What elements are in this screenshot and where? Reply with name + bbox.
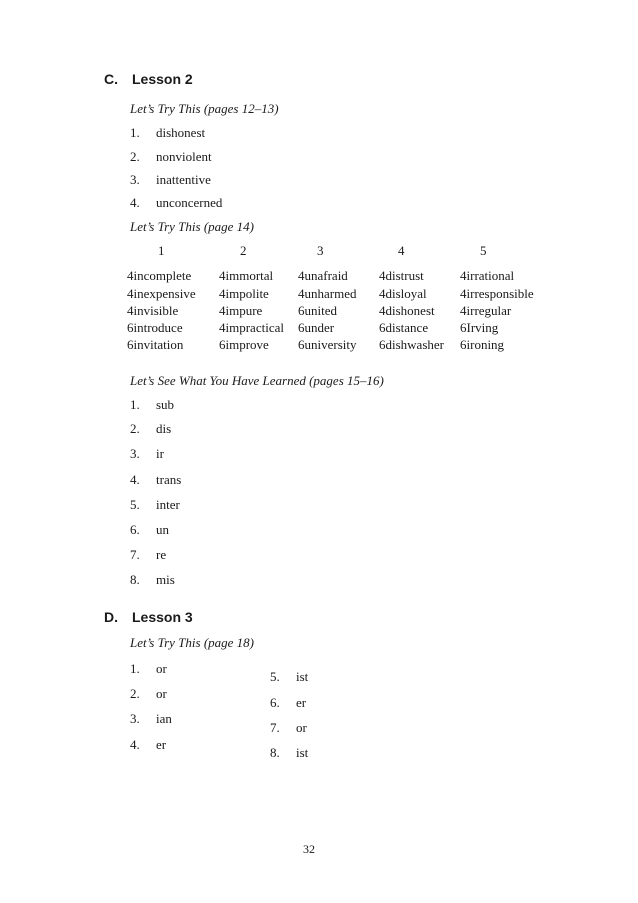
list-item: 3. ian bbox=[130, 711, 172, 726]
table-cell: 6Irving bbox=[460, 320, 499, 335]
d-part1-heading: Let’s Try This (page 18) bbox=[130, 635, 254, 650]
list-item: 7. re bbox=[130, 547, 167, 562]
table-cell: 4impractical bbox=[219, 320, 284, 335]
table-cell: 4impure bbox=[219, 303, 263, 318]
page-number: 32 bbox=[303, 842, 315, 856]
table-cell: 6invitation bbox=[127, 337, 184, 352]
list-item: 8. ist bbox=[270, 745, 309, 760]
list-item: 3. ir bbox=[130, 446, 164, 461]
list-item: 1. dishonest bbox=[130, 125, 206, 140]
table-cell: 4incomplete bbox=[127, 268, 192, 283]
list-item: 5. ist bbox=[270, 669, 309, 684]
c-part2-heading: Let’s Try This (page 14) bbox=[130, 219, 254, 234]
section-d-heading bbox=[104, 609, 193, 625]
c-part1-heading: Let’s Try This (pages 12–13) bbox=[130, 101, 279, 116]
table-cell: 4irrational bbox=[460, 268, 515, 283]
column-header-1: 1 bbox=[158, 243, 165, 258]
list-item: 7. or bbox=[270, 720, 307, 735]
section-c-letter: C. bbox=[104, 71, 118, 87]
table-cell: 6improve bbox=[219, 337, 269, 352]
table-cell: 4dishonest bbox=[379, 303, 435, 318]
list-item: 3. inattentive bbox=[130, 172, 211, 187]
table-cell: 6under bbox=[298, 320, 335, 335]
table-cell: 6distance bbox=[379, 320, 429, 335]
list-item: 1. or bbox=[130, 661, 167, 676]
table-cell: 4irregular bbox=[460, 303, 512, 318]
list-item: 1. sub bbox=[130, 397, 175, 412]
table-cell: 4unharmed bbox=[298, 286, 357, 301]
list-item: 5. inter bbox=[130, 497, 180, 512]
list-item: 2. or bbox=[130, 686, 167, 701]
table-cell: 4disloyal bbox=[379, 286, 427, 301]
section-d-letter: D. bbox=[104, 609, 118, 625]
list-item: 4. trans bbox=[130, 472, 182, 487]
c-part3-heading: Let’s See What You Have Learned (pages 15–16) bbox=[130, 373, 384, 388]
table-cell: 6united bbox=[298, 303, 337, 318]
table-cell: 4invisible bbox=[127, 303, 179, 318]
list-item: 8. mis bbox=[130, 572, 175, 587]
section-c-title: Lesson 2 bbox=[132, 71, 193, 87]
table-cell: 4irresponsible bbox=[460, 286, 534, 301]
list-item: 4. er bbox=[130, 737, 167, 752]
column-header-2: 2 bbox=[240, 243, 247, 258]
column-header-3: 3 bbox=[317, 243, 324, 258]
section-c-heading bbox=[104, 71, 193, 87]
table-cell: 6dishwasher bbox=[379, 337, 444, 352]
table-cell: 6university bbox=[298, 337, 357, 352]
table-cell: 4distrust bbox=[379, 268, 424, 283]
table-cell: 4impolite bbox=[219, 286, 269, 301]
table-cell: 6ironing bbox=[460, 337, 505, 352]
column-header-5: 5 bbox=[480, 243, 487, 258]
list-item: 6. un bbox=[130, 522, 169, 537]
list-item: 6. er bbox=[270, 695, 307, 710]
list-item: 4. unconcerned bbox=[130, 195, 223, 210]
table-cell: 4immortal bbox=[219, 268, 274, 283]
table-cell: 4inexpensive bbox=[127, 286, 196, 301]
table-cell: 4unafraid bbox=[298, 268, 348, 283]
section-d-title: Lesson 3 bbox=[132, 609, 193, 625]
list-item: 2. nonviolent bbox=[130, 149, 212, 164]
column-header-4: 4 bbox=[398, 243, 405, 258]
list-item: 2. dis bbox=[130, 421, 172, 436]
table-cell: 6introduce bbox=[127, 320, 183, 335]
